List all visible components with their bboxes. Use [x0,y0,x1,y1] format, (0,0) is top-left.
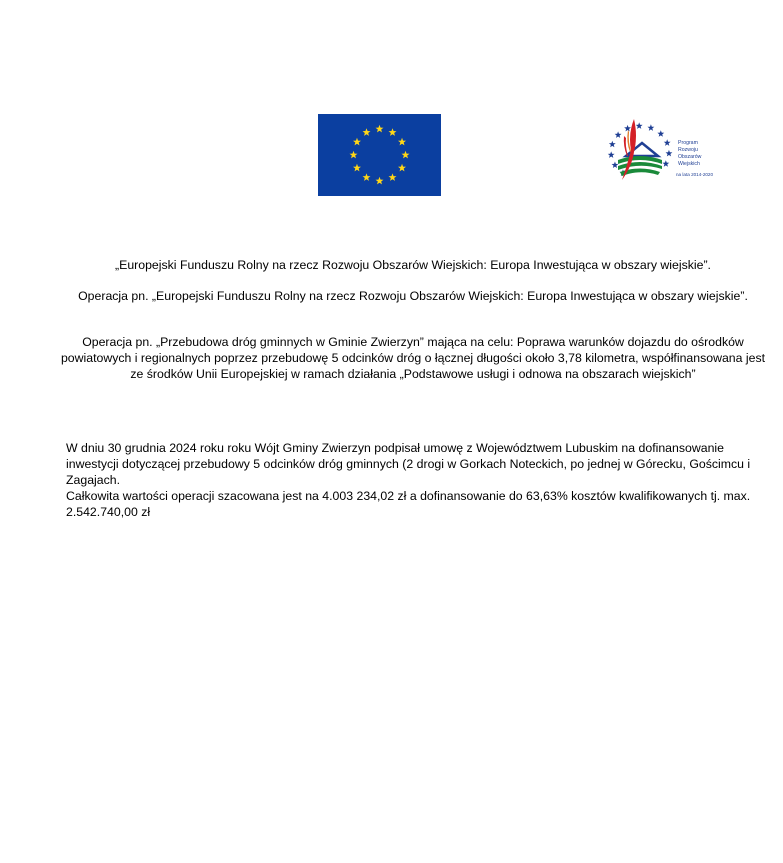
prow-star-icon [615,131,622,138]
eu-flag-icon [318,114,441,196]
prow-line-4: Wiejskich [678,161,700,167]
header-paragraph-3: Operacja pn. „Przebudowa dróg gminnych w Gminie Zwierzyn” mająca na celu: Poprawa warunków dojazdu do ośrodków powiatowych i regionalnych poprzez przebudowę 5 odcinków dróg o łącznej długości około 3,78 kilometra, współfinansowana jest ze środków Unii Europejskiej w ramach działania „Podstawowe usługi i odnowa na obszarach wiejskich” [60,335,766,381]
prow-star-icon [664,139,671,146]
header-paragraph-1: „Europejski Funduszu Rolny na rzecz Rozwoju Obszarów Wiejskich: Europa Inwestująca w obszary wiejskie”. [115,258,711,272]
prow-star-icon [636,122,643,129]
body-text [66,440,771,520]
prow-star-icon [666,150,673,157]
prow-star-icon [624,125,631,132]
prow-star-icon [647,124,654,131]
prow-line-2: Rozwoju [678,147,698,153]
prow-star-icon [612,162,619,169]
prow-line-1: Program [678,140,698,146]
prow-line-5: na lata 2014-2020 [676,172,714,177]
prow-star-icon [657,130,664,137]
prow-star-icon [609,141,616,148]
prow-star-icon [608,151,615,158]
prow-logo-icon [604,116,714,184]
prow-star-icon [662,160,669,167]
body-paragraph-2: Całkowita wartości operacji szacowana jest na 4.003 234,02 zł a dofinansowanie do 63,63% kosztów kwalifikowanych tj. max. 2.542.740,00 zł [66,489,751,519]
body-paragraph-1: W dniu 30 grudnia 2024 roku roku Wójt Gminy Zwierzyn podpisał umowę z Województwem Lubuskim na dofinansowanie inwestycji dotyczącej przebudowy 5 odcinków dróg gminnych (2 drogi w Gorkach Noteckich, po jednej w Górecku, Gościmcu i Zagajach. [66,441,751,487]
header-paragraph-2: Operacja pn. „Europejski Funduszu Rolny na rzecz Rozwoju Obszarów Wiejskich: Europa Inwestująca w obszary wiejskie”. [78,289,748,303]
prow-line-3: Obszarów [678,154,702,160]
